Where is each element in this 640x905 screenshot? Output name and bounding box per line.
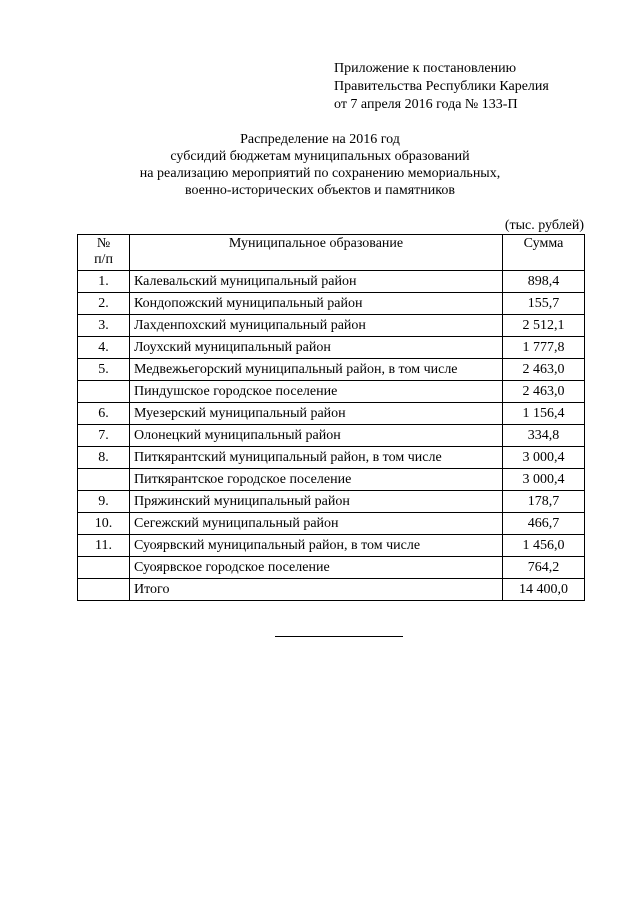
row-number xyxy=(78,557,130,579)
header-number-line-2: п/п xyxy=(94,252,113,267)
table-row xyxy=(78,293,585,315)
table-body xyxy=(78,271,585,601)
row-municipality: Муезерский муниципальный район xyxy=(130,403,503,425)
row-number: 10. xyxy=(78,513,130,535)
appendix-line-2: Правительства Республики Карелия xyxy=(334,79,549,94)
row-sum: 1 156,4 xyxy=(503,403,585,425)
row-municipality: Суоярвский муниципальный район, в том числе xyxy=(130,535,503,557)
row-sum: 466,7 xyxy=(503,513,585,535)
row-municipality: Сегежский муниципальный район xyxy=(130,513,503,535)
row-municipality: Пряжинский муниципальный район xyxy=(130,491,503,513)
row-municipality: Питкярантское городское поселение xyxy=(130,469,503,491)
row-number: 9. xyxy=(78,491,130,513)
row-sum: 178,7 xyxy=(503,491,585,513)
row-sum: 3 000,4 xyxy=(503,447,585,469)
row-sum: 2 512,1 xyxy=(503,315,585,337)
row-sum: 334,8 xyxy=(503,425,585,447)
row-sum: 155,7 xyxy=(503,293,585,315)
title-line-1: Распределение на 2016 год xyxy=(240,132,400,147)
table-row xyxy=(78,381,585,403)
row-number: 8. xyxy=(78,447,130,469)
row-number xyxy=(78,469,130,491)
appendix-line-1: Приложение к постановлению xyxy=(334,61,517,76)
table-row xyxy=(78,315,585,337)
row-municipality: Калевальский муниципальный район xyxy=(130,271,503,293)
table-row xyxy=(78,337,585,359)
footer-divider xyxy=(275,636,403,637)
table-row xyxy=(78,513,585,535)
units-label: (тыс. рублей) xyxy=(504,218,584,233)
row-municipality: Лоухский муниципальный район xyxy=(130,337,503,359)
appendix-line-3: от 7 апреля 2016 года № 133-П xyxy=(334,97,518,112)
table-header-row xyxy=(78,235,585,271)
row-sum: 1 456,0 xyxy=(503,535,585,557)
row-municipality: Медвежьегорский муниципальный район, в том числе xyxy=(130,359,503,381)
table-row xyxy=(78,271,585,293)
table-row xyxy=(78,425,585,447)
row-municipality: Итого xyxy=(130,579,503,601)
table-row xyxy=(78,469,585,491)
row-number: 2. xyxy=(78,293,130,315)
table-row xyxy=(78,535,585,557)
row-number: 11. xyxy=(78,535,130,557)
row-municipality: Пиндушское городское поселение xyxy=(130,381,503,403)
row-number: 3. xyxy=(78,315,130,337)
row-municipality: Питкярантский муниципальный район, в том числе xyxy=(130,447,503,469)
row-sum: 2 463,0 xyxy=(503,359,585,381)
title-line-3: на реализацию мероприятий по сохранению мемориальных, xyxy=(139,166,501,181)
distribution-table xyxy=(77,234,585,601)
row-number: 4. xyxy=(78,337,130,359)
row-number xyxy=(78,381,130,403)
document-title xyxy=(0,131,640,199)
row-number: 5. xyxy=(78,359,130,381)
row-sum: 1 777,8 xyxy=(503,337,585,359)
row-number: 6. xyxy=(78,403,130,425)
appendix-header xyxy=(334,60,549,114)
table-row xyxy=(78,557,585,579)
table-row xyxy=(78,359,585,381)
header-number-line-1: № xyxy=(96,236,111,251)
row-sum: 3 000,4 xyxy=(503,469,585,491)
title-line-4: военно-исторических объектов и памятников xyxy=(185,183,455,198)
row-number xyxy=(78,579,130,601)
row-number: 1. xyxy=(78,271,130,293)
table-row xyxy=(78,447,585,469)
table-row xyxy=(78,403,585,425)
title-line-2: субсидий бюджетам муниципальных образований xyxy=(170,149,470,164)
header-municipality: Муниципальное образование xyxy=(130,235,503,271)
row-sum: 898,4 xyxy=(503,271,585,293)
table-row xyxy=(78,579,585,601)
row-municipality: Суоярвское городское поселение xyxy=(130,557,503,579)
header-sum: Сумма xyxy=(503,235,585,271)
row-sum: 14 400,0 xyxy=(503,579,585,601)
row-sum: 764,2 xyxy=(503,557,585,579)
row-municipality: Олонецкий муниципальный район xyxy=(130,425,503,447)
row-sum: 2 463,0 xyxy=(503,381,585,403)
row-municipality: Кондопожский муниципальный район xyxy=(130,293,503,315)
row-number: 7. xyxy=(78,425,130,447)
row-municipality: Лахденпохский муниципальный район xyxy=(130,315,503,337)
header-number xyxy=(78,235,130,271)
table-row xyxy=(78,491,585,513)
